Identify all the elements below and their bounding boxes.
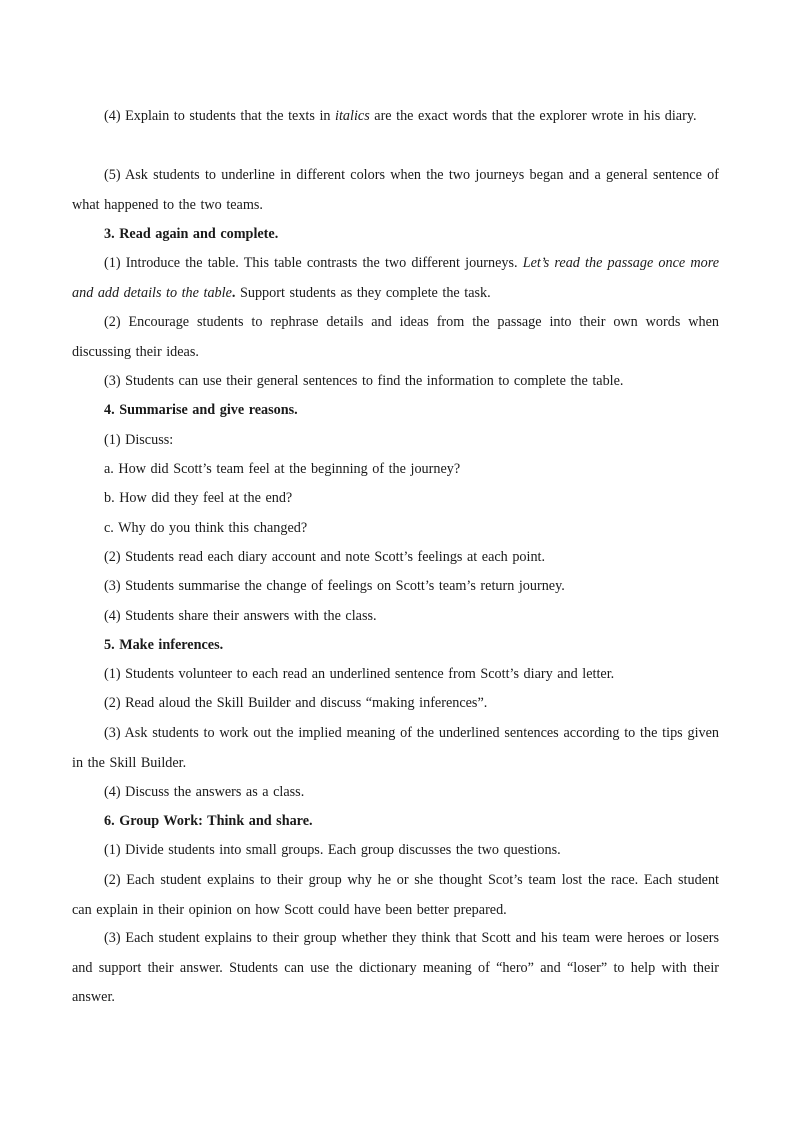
section-heading-read-again: 3. Read again and complete. xyxy=(104,226,279,242)
italic-instruction: Let’s read the passage once more and add details to the table xyxy=(72,255,719,301)
italic-word: italics xyxy=(335,108,370,124)
paragraph-underline-colors: (5) Ask students to underline in different colors when the two journeys began and a general sentence of what happened to the two teams. xyxy=(72,167,719,213)
paragraph-discuss: (1) Discuss: xyxy=(104,432,174,448)
text-run: are the exact words that the explorer wrote in his diary. xyxy=(369,108,697,124)
section-heading-summarise: 4. Summarise and give reasons. xyxy=(104,402,298,418)
paragraph-divide-groups: (1) Divide students into small groups. Each group discusses the two questions. xyxy=(104,842,561,858)
paragraph-volunteer-read: (1) Students volunteer to each read an underlined sentence from Scott’s diary and letter. xyxy=(104,666,615,682)
text-run: (1) Introduce the table. This table contrasts the two different journeys. xyxy=(104,255,523,271)
section-heading-group-work: 6. Group Work: Think and share. xyxy=(104,813,313,829)
question-a: a. How did Scott’s team feel at the beginning of the journey? xyxy=(104,461,461,477)
text-run: (4) Explain to students that the texts in xyxy=(104,108,336,124)
paragraph-share-answers: (4) Students share their answers with the class. xyxy=(104,608,377,624)
section-heading-inferences: 5. Make inferences. xyxy=(104,637,224,653)
paragraph-lost-race: (2) Each student explains to their group why he or she thought Scot’s team lost the race. Each student can explain in their opinion on how Scott could have been better prepared. xyxy=(72,872,719,918)
paragraph-summarise-change: (3) Students summarise the change of feelings on Scott’s team’s return journey. xyxy=(104,578,565,594)
bold-period: . xyxy=(231,284,236,301)
paragraph-implied-meaning: (3) Ask students to work out the implied meaning of the underlined sentences according to the tips given in the Skill Builder. xyxy=(72,725,719,771)
paragraph-general-sentences: (3) Students can use their general sentences to find the information to complete the table. xyxy=(104,373,624,389)
paragraph-heroes-losers: (3) Each student explains to their group whether they think that Scott and his team were heroes or losers and support their answer. Students can use the dictionary meaning of “hero” and “loser” to help with their answer. xyxy=(72,930,719,1005)
paragraph-read-diary: (2) Students read each diary account and note Scott’s feelings at each point. xyxy=(104,549,546,565)
paragraph-skill-builder: (2) Read aloud the Skill Builder and discuss “making inferences”. xyxy=(104,695,488,711)
text-run: Support students as they complete the task. xyxy=(235,284,491,301)
paragraph-discuss-answers: (4) Discuss the answers as a class. xyxy=(104,784,305,800)
paragraph-encourage-rephrase: (2) Encourage students to rephrase details and ideas from the passage into their own words when discussing their ideas. xyxy=(72,314,719,360)
paragraph-explain-italics xyxy=(72,102,719,132)
paragraph-introduce-table xyxy=(72,249,719,308)
question-b: b. How did they feel at the end? xyxy=(104,490,293,506)
question-c: c. Why do you think this changed? xyxy=(104,520,308,536)
